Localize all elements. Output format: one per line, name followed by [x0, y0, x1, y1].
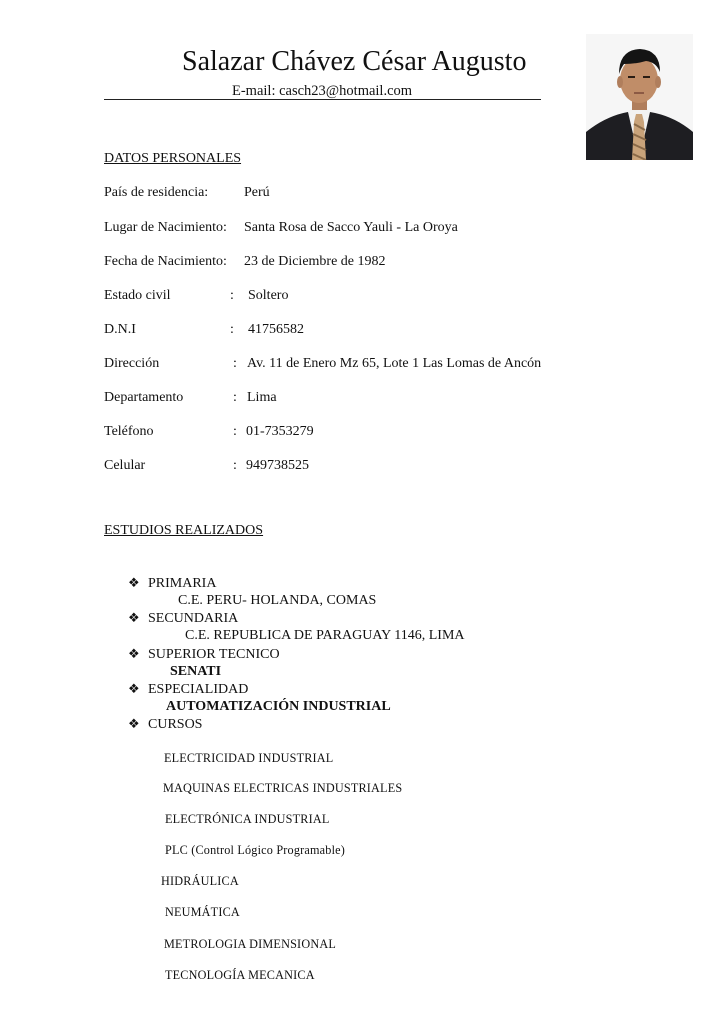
mobile-colon: :: [233, 458, 237, 473]
primaria-detail: C.E. PERU- HOLANDA, COMAS: [178, 593, 377, 608]
cv-email: E-mail: casch23@hotmail.com: [232, 83, 413, 99]
phone-label: Teléfono: [104, 424, 154, 439]
diamond-bullet-icon: ❖: [128, 647, 140, 662]
diamond-bullet-icon: ❖: [128, 611, 140, 626]
portrait-image: [586, 34, 693, 160]
dni-value: 41756582: [248, 322, 304, 337]
secundaria-label: SECUNDARIA: [148, 611, 239, 626]
studies-item-cursos: [128, 716, 202, 733]
studies-item-primaria: [128, 575, 216, 592]
mobile-label: Celular: [104, 458, 146, 473]
cv-name: Salazar Chávez César Augusto: [182, 46, 527, 77]
diamond-bullet-icon: ❖: [128, 682, 140, 697]
civil-status-value: Soltero: [248, 288, 289, 303]
mobile-value: 949738525: [246, 458, 309, 473]
course-item: PLC (Control Lógico Programable): [165, 843, 346, 857]
studies-item-superior: [128, 646, 280, 663]
birthplace-value: Santa Rosa de Sacco Yauli - La Oroya: [244, 220, 458, 235]
course-item: ELECTRICIDAD INDUSTRIAL: [164, 751, 334, 765]
phone-value: 01-7353279: [246, 424, 314, 439]
birthdate-label: Fecha de Nacimiento:: [104, 254, 227, 269]
civil-status-label: Estado civil: [104, 288, 171, 303]
address-colon: :: [233, 356, 237, 371]
personal-section-title: DATOS PERSONALES: [104, 151, 242, 166]
cursos-label: CURSOS: [148, 717, 203, 732]
address-label: Dirección: [104, 356, 160, 371]
diamond-bullet-icon: ❖: [128, 576, 140, 591]
residence-label: País de residencia:: [104, 185, 209, 200]
department-colon: :: [233, 390, 237, 405]
secundaria-detail: C.E. REPUBLICA DE PARAGUAY 1146, LIMA: [185, 628, 465, 643]
profile-photo: [586, 34, 693, 160]
department-label: Departamento: [104, 390, 184, 405]
address-value: Av. 11 de Enero Mz 65, Lote 1 Las Lomas de Ancón: [247, 356, 542, 371]
studies-item-secundaria: [128, 610, 238, 627]
department-value: Lima: [247, 390, 277, 405]
superior-label: SUPERIOR TECNICO: [148, 647, 280, 662]
header-rule: [104, 99, 541, 100]
especialidad-detail: AUTOMATIZACIÓN INDUSTRIAL: [166, 699, 391, 714]
dni-label: D.N.I: [104, 322, 136, 337]
especialidad-label: ESPECIALIDAD: [148, 682, 249, 697]
birthplace-label: Lugar de Nacimiento:: [104, 220, 227, 235]
civil-status-colon: :: [230, 288, 234, 303]
diamond-bullet-icon: ❖: [128, 717, 140, 732]
phone-colon: :: [233, 424, 237, 439]
course-item: ELECTRÓNICA INDUSTRIAL: [165, 812, 330, 826]
course-item: MAQUINAS ELECTRICAS INDUSTRIALES: [163, 781, 403, 795]
course-item: TECNOLOGÍA MECANICA: [165, 968, 315, 982]
course-item: HIDRÁULICA: [161, 874, 239, 888]
studies-item-especialidad: [128, 681, 248, 698]
residence-value: Perú: [244, 185, 270, 200]
birthdate-value: 23 de Diciembre de 1982: [244, 254, 386, 269]
course-item: METROLOGIA DIMENSIONAL: [164, 937, 336, 951]
superior-detail: SENATI: [170, 664, 222, 679]
dni-colon: :: [230, 322, 234, 337]
primaria-label: PRIMARIA: [148, 576, 217, 591]
studies-section-title: ESTUDIOS REALIZADOS: [104, 523, 264, 538]
course-item: NEUMÁTICA: [165, 905, 240, 919]
